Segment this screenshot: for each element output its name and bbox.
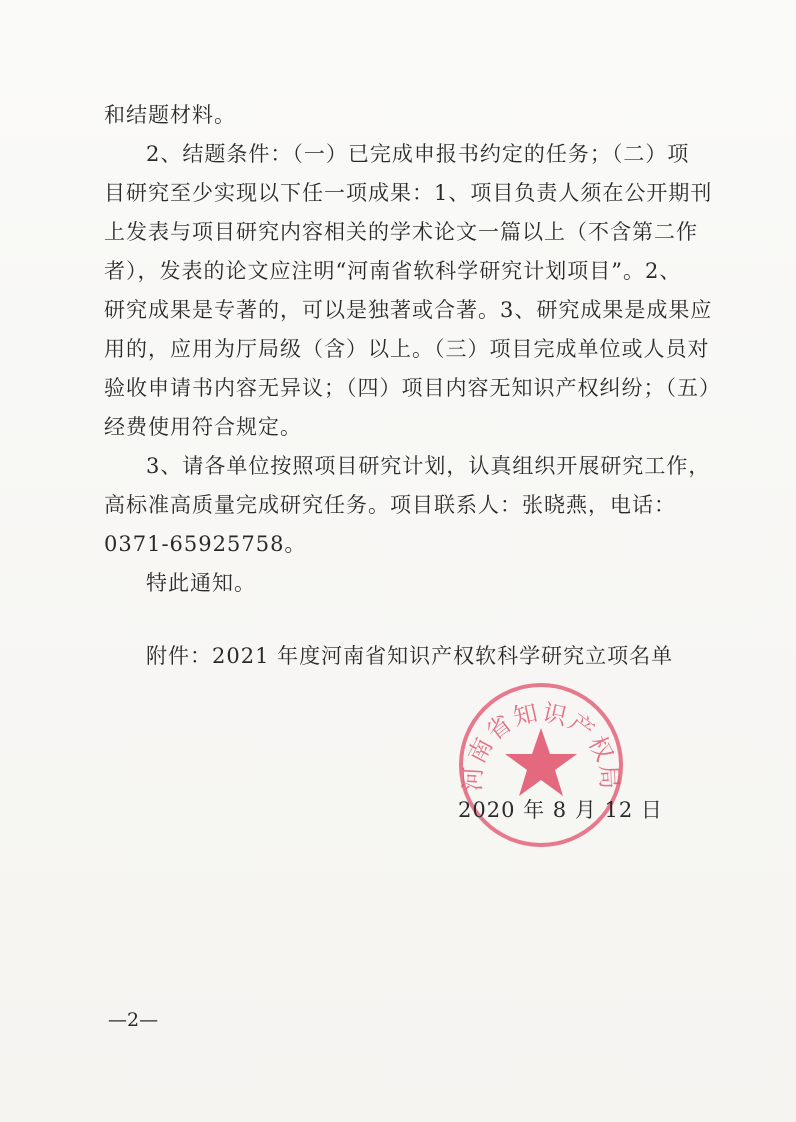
- text-line: 上发表与项目研究内容相关的学术论文一篇以上（不含第二作: [104, 220, 698, 244]
- text-line: 高标准高质量完成研究任务。项目联系人：张晓燕，电话：: [104, 493, 676, 517]
- text-line: 验收申请书内容无异议；（四）项目内容无知识产权纠纷；（五）: [104, 376, 721, 400]
- text-line: 者），发表的论文应注明“河南省软科学研究计划项目”。2、: [104, 259, 682, 283]
- page-number: —2—: [108, 1009, 159, 1031]
- text-line: 特此通知。: [146, 571, 256, 595]
- attachment-line: 附件：2021 年度河南省知识产权软科学研究立项名单: [146, 644, 674, 668]
- text-line: 0371-65925758。: [104, 532, 307, 556]
- text-line: 研究成果是专著的，可以是独著或合著。3、研究成果是成果应: [104, 298, 713, 322]
- text-line: 经费使用符合规定。: [104, 415, 302, 439]
- text-line: 和结题材料。: [104, 103, 236, 127]
- text-line: 2、结题条件：（一）已完成申报书约定的任务；（二）项: [146, 142, 690, 166]
- text-line: 用的，应用为厅局级（含）以上。（三）项目完成单位或人员对: [104, 337, 710, 361]
- star-icon: [505, 728, 577, 796]
- seal-text: 河南省知识产权局: [458, 698, 624, 792]
- document-date: 2020 年 8 月 12 日: [458, 798, 663, 822]
- text-line: 3、请各单位按照项目研究计划，认真组织开展研究工作，: [146, 454, 711, 478]
- text-line: 目研究至少实现以下任一项成果：1、项目负责人须在公开期刊: [104, 181, 713, 205]
